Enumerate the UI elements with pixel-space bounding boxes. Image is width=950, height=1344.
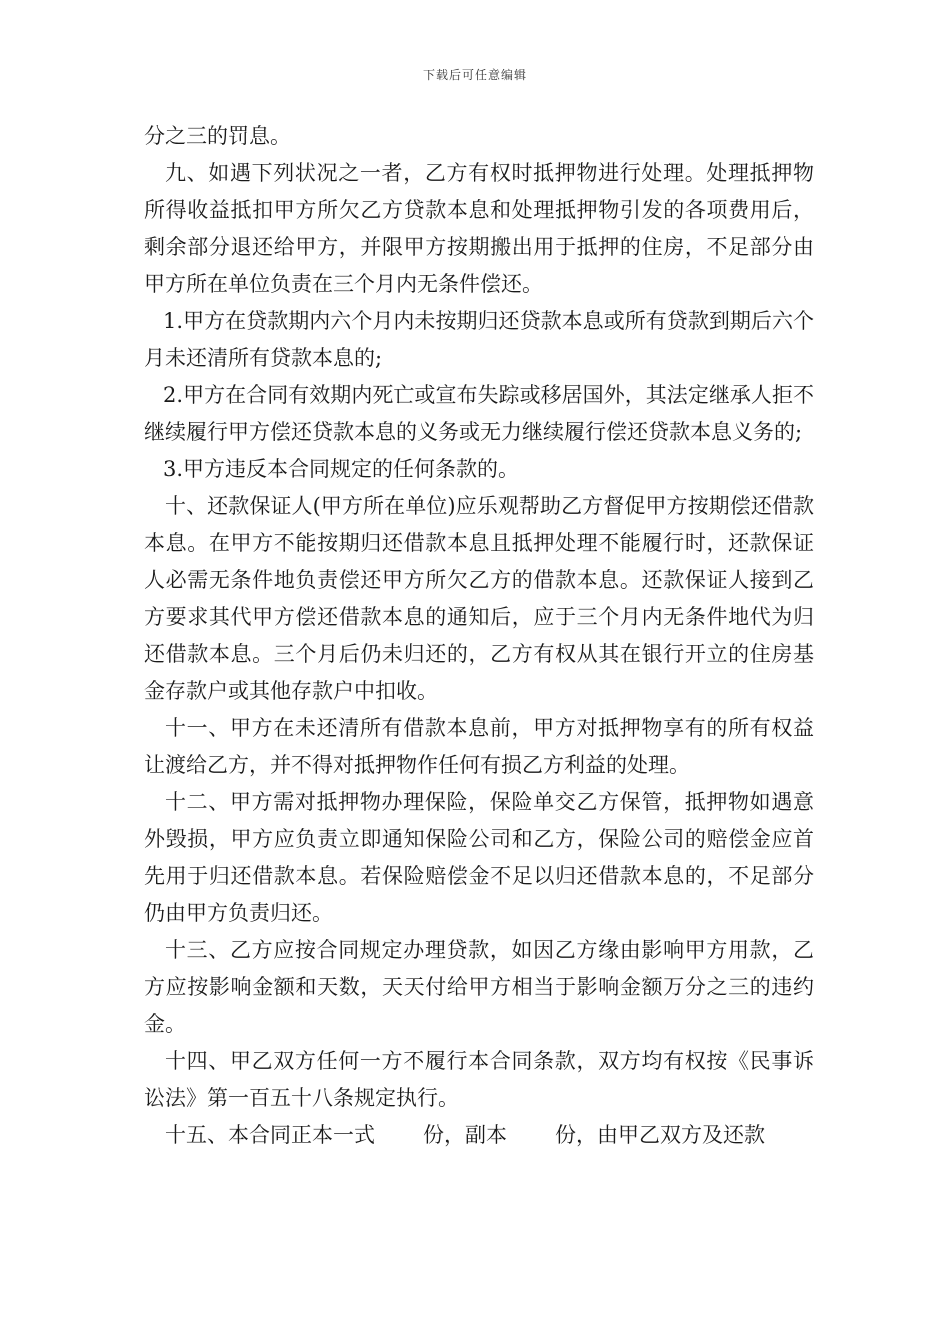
document-body (144, 118, 814, 1154)
paragraph-clause-11: 十一、甲方在未还清所有借款本息前，甲方对抵押物享有的所有权益让渡给乙方，并不得对抵押物作任何有损乙方利益的处理。 (144, 716, 814, 777)
paragraph-clause-13: 十三、乙方应按合同规定办理贷款，如因乙方缘由影响甲方用款，乙方应按影响金额和天数，天天付给甲方相当于影响金额万分之三的违约金。 (144, 938, 814, 1036)
paragraph-clause-9-item-2: 2.甲方在合同有效期内死亡或宣布失踪或移居国外，其法定继承人拒不继续履行甲方偿还贷款本息的义务或无力继续履行偿还贷款本息义务的; (144, 383, 814, 444)
paragraph-clause-9-item-3: 3.甲方违反本合同规定的任何条款的。 (163, 457, 520, 481)
paragraph-clause-14: 十四、甲乙双方任何一方不履行本合同条款，双方均有权按《民事诉讼法》第一百五十八条规定执行。 (144, 1049, 814, 1110)
paragraph-clause-15 (144, 1117, 814, 1154)
page-header: 下载后可任意编辑 (422, 68, 527, 82)
clause-15-part-1: 十五、本合同正本一式 (165, 1123, 375, 1147)
paragraph-clause-10: 十、还款保证人(甲方所在单位)应乐观帮助乙方督促甲方按期偿还借款本息。在甲方不能按期归还借款本息且抵押处理不能履行时，还款保证人必需无条件地负责偿还甲方所欠乙方的借款本息。还款保证人接到乙方要求其代甲方偿还借款本息的通知后，应于三个月内无条件地代为归还借款本息。三个月后仍未归还的，乙方有权从其在银行开立的住房基金存款户或其他存款户中扣收。 (144, 494, 814, 703)
paragraph-clause-9: 九、如遇下列状况之一者，乙方有权时抵押物进行处理。处理抵押物所得收益抵扣甲方所欠乙方贷款本息和处理抵押物引发的各项费用后，剩余部分退还给甲方，并限甲方按期搬出用于抵押的住房，不足部分由甲方所在单位负责在三个月内无条件偿还。 (144, 161, 814, 296)
paragraph-clause-12: 十二、甲方需对抵押物办理保险，保险单交乙方保管，抵押物如遇意外毁损，甲方应负责立即通知保险公司和乙方，保险公司的赔偿金应首先用于归还借款本息。若保险赔偿金不足以归还借款本息的，不足部分仍由甲方负责归还。 (144, 790, 814, 925)
clause-15-part-2: 份，副本 (423, 1123, 507, 1147)
paragraph-penalty-tail: 分之三的罚息。 (144, 124, 291, 148)
paragraph-clause-9-item-1: 1.甲方在贷款期内六个月内未按期归还贷款本息或所有贷款到期后六个月未还清所有贷款本息的; (144, 309, 814, 370)
clause-15-part-3: 份，由甲乙双方及还款 (555, 1123, 765, 1147)
